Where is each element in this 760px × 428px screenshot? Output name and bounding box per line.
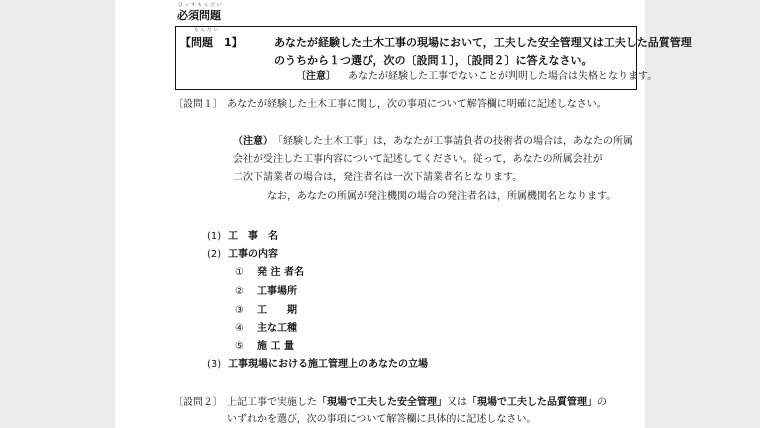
sub-item-number: ① [235,267,244,278]
sub-item-label: 工事場所 [257,286,297,297]
q2-text-a: 上記工事で実施した [227,397,317,408]
q1-note-line-2: 会社が受注した工事内容について記述してください。従って，あなたの所属会社が [233,154,603,165]
q1-label: 〔設問１〕 [173,99,223,110]
sub-item-label: 発 注 者名 [257,267,304,278]
item-2-label: 工事の内容 [228,249,278,260]
q1-note-label: （注意） [233,136,273,147]
question-note-label: 〔注意〕 [296,71,336,82]
sub-item-number: ③ [235,305,244,316]
sub-item-label: 施 工 量 [257,341,294,352]
sub-item-label: 主な工種 [257,323,297,334]
item-3-label: 工事現場における施工管理上のあなたの立場 [228,359,428,370]
q1-note-line-4: なお，あなたの所属が発注機関の場合の発注者名は，所属機関名となります。 [267,191,617,202]
question-line-1: あなたが経験した土木工事の現場において，工夫した安全管理又は工夫した品質管理 [274,36,692,49]
question-tag: 【問題 1】 [180,36,243,49]
sub-item-number: ④ [235,323,244,334]
question-box [175,26,692,90]
q2-text-c: の [597,397,607,408]
q2-line-1 [227,396,607,410]
furigana: もんだい [194,28,220,33]
question-line-2: のうちから１つ選び，次の〔設問１〕，〔設問２〕に答えなさい。 [274,54,593,67]
exam-page [115,0,692,428]
furigana: ひっすもんだい [178,3,224,8]
item-2-number: (2) [207,249,222,260]
item-1-number: (1) [207,231,222,242]
item-1-label: 工 事 名 [228,231,278,242]
q1-note-line-3: 二次下請業者の場合は，発注者名は一次下請業者名となります。 [233,172,523,183]
q1-text: あなたが経験した土木工事に関し，次の事項について解答欄に明確に記述しなさい。 [227,99,607,110]
item-3-number: (3) [207,359,222,370]
q2-line-2: いずれかを選び，次の事項について解答欄に具体的に記述しなさい。 [227,414,537,425]
sub-item-label: 工 期 [257,305,297,316]
q2-bold-quality: 「現場で工夫した品質管理」 [467,397,597,408]
q2-label: 〔設問２〕 [173,397,223,408]
q1-note-line-1: 「経験した土木工事」は，あなたが工事請負者の技術者の場合は，あなたの所属 [273,136,633,147]
q2-bold-safety: 「現場で工夫した安全管理」 [317,397,447,408]
sub-item-number: ② [235,286,244,297]
q2-text-b: 又は [447,397,467,408]
sub-item-number: ⑤ [235,341,244,352]
question-note-text: あなたが経験した工事でないことが判明した場合は失格となります。 [348,71,658,82]
section-label: 必須問題 [177,9,221,22]
